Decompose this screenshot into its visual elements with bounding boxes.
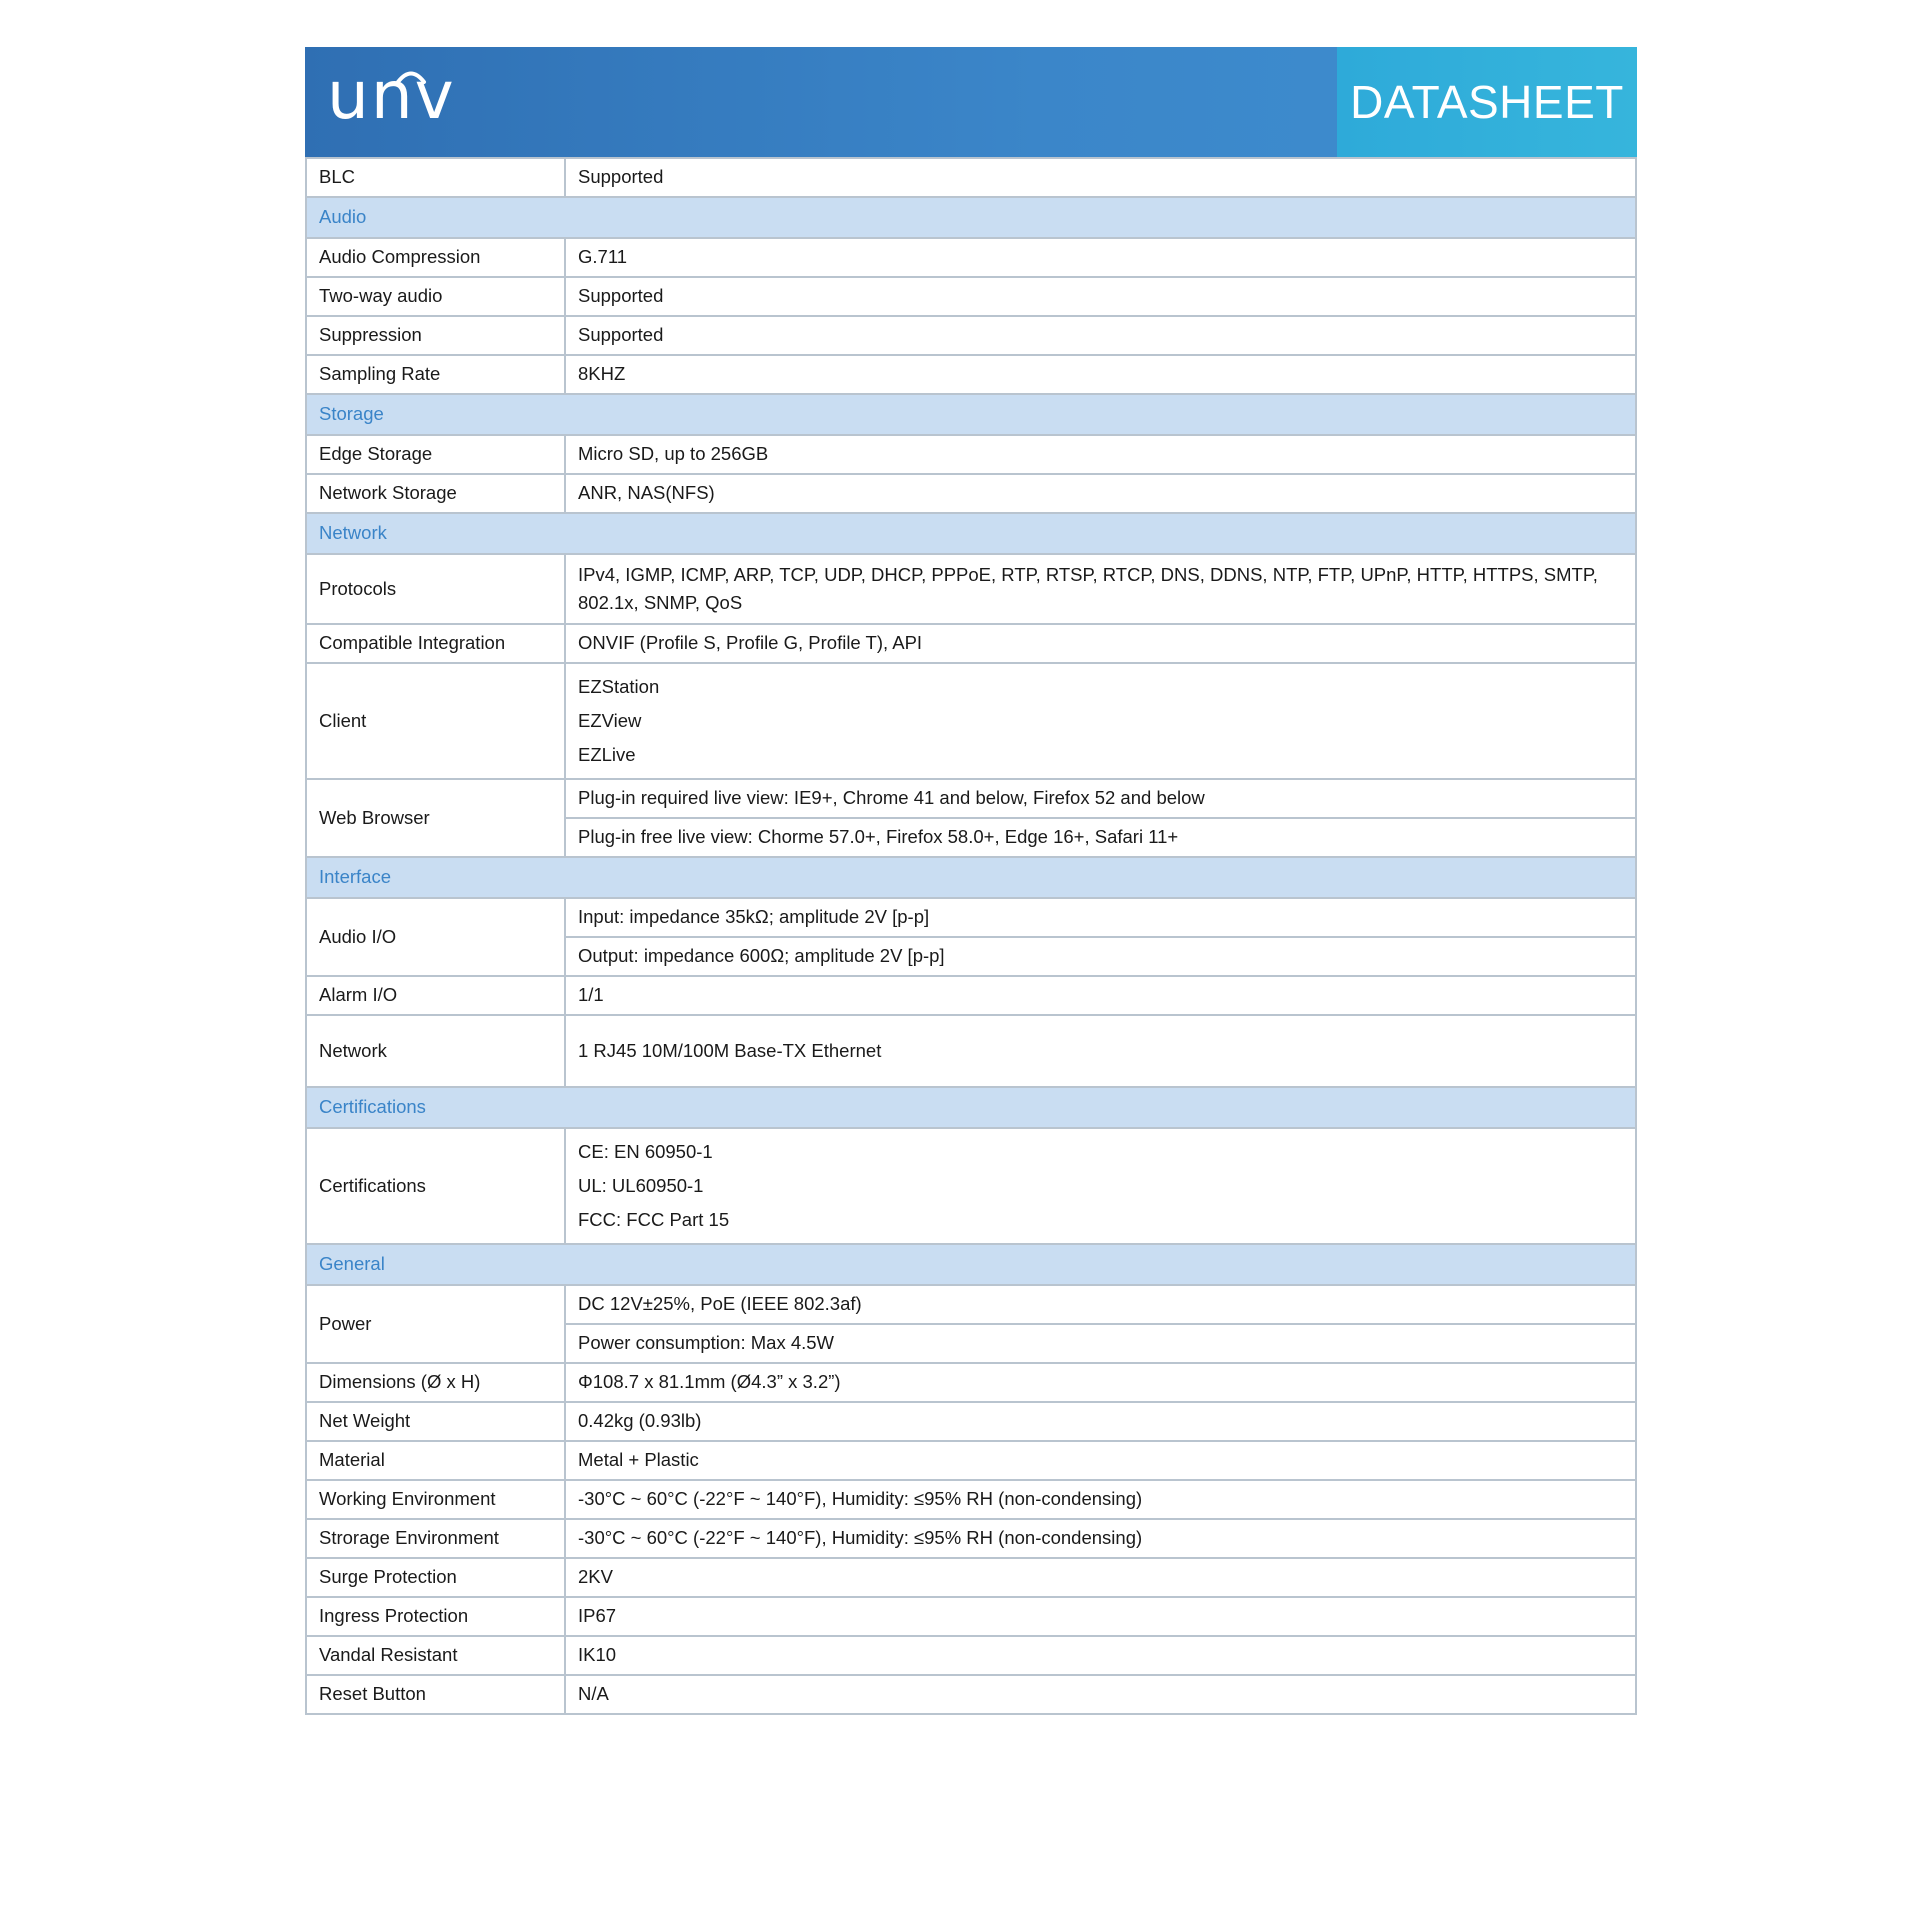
spec-label: Web Browser	[306, 779, 565, 857]
spec-label: Material	[306, 1441, 565, 1480]
spec-value: G.711	[565, 238, 1636, 277]
spec-value-list	[565, 663, 1636, 779]
spec-value: Supported	[565, 158, 1636, 197]
table-row	[306, 316, 1636, 355]
spec-value: Plug-in required live view: IE9+, Chrome 41 and below, Firefox 52 and below	[565, 779, 1636, 818]
spec-label: Ingress Protection	[306, 1597, 565, 1636]
spec-label: Client	[306, 663, 565, 779]
spec-value-line: EZView	[578, 710, 642, 731]
spec-value: N/A	[565, 1675, 1636, 1714]
table-row	[306, 663, 1636, 779]
spec-value: -30°C ~ 60°C (-22°F ~ 140°F), Humidity: ≤95% RH (non-condensing)	[565, 1519, 1636, 1558]
table-row	[306, 1636, 1636, 1675]
table-row	[306, 1558, 1636, 1597]
table-row	[306, 624, 1636, 663]
spec-value-line: CE: EN 60950-1	[578, 1141, 713, 1162]
section-header-network	[306, 513, 1636, 554]
spec-label: Protocols	[306, 554, 565, 624]
spec-value: Metal + Plastic	[565, 1441, 1636, 1480]
spec-label: Compatible Integration	[306, 624, 565, 663]
spec-value-line: UL: UL60950-1	[578, 1175, 704, 1196]
spec-label: Surge Protection	[306, 1558, 565, 1597]
spec-value: Supported	[565, 316, 1636, 355]
spec-label: Certifications	[306, 1128, 565, 1244]
spec-value: ANR, NAS(NFS)	[565, 474, 1636, 513]
table-row	[306, 277, 1636, 316]
table-row	[306, 1441, 1636, 1480]
section-header-audio	[306, 197, 1636, 238]
spec-value: IP67	[565, 1597, 1636, 1636]
brand-logo	[305, 47, 1337, 157]
spec-value: 0.42kg (0.93lb)	[565, 1402, 1636, 1441]
spec-value: Plug-in free live view: Chorme 57.0+, Firefox 58.0+, Edge 16+, Safari 11+	[565, 818, 1636, 857]
spec-label: Alarm I/O	[306, 976, 565, 1015]
section-title: Audio	[306, 197, 1636, 238]
spec-label: Suppression	[306, 316, 565, 355]
spec-label: Net Weight	[306, 1402, 565, 1441]
table-row	[306, 1015, 1636, 1087]
spec-label: Sampling Rate	[306, 355, 565, 394]
spec-value: 8KHZ	[565, 355, 1636, 394]
spec-label: Working Environment	[306, 1480, 565, 1519]
spec-label: Two-way audio	[306, 277, 565, 316]
section-header-interface	[306, 857, 1636, 898]
table-row	[306, 976, 1636, 1015]
spec-value: Supported	[565, 277, 1636, 316]
spec-label: Strorage Environment	[306, 1519, 565, 1558]
spec-value: Output: impedance 600Ω; amplitude 2V [p-p]	[565, 937, 1636, 976]
section-header-storage	[306, 394, 1636, 435]
table-row	[306, 898, 1636, 937]
table-row	[306, 238, 1636, 277]
section-title: Storage	[306, 394, 1636, 435]
table-row	[306, 1597, 1636, 1636]
datasheet-page	[305, 47, 1637, 1715]
spec-value: DC 12V±25%, PoE (IEEE 802.3af)	[565, 1285, 1636, 1324]
section-title: General	[306, 1244, 1636, 1285]
spec-value: IPv4, IGMP, ICMP, ARP, TCP, UDP, DHCP, PPPoE, RTP, RTSP, RTCP, DNS, DDNS, NTP, FTP, UPnP, HTTP, HTTPS, SMTP, 802.1x, SNMP, QoS	[565, 554, 1636, 624]
spec-value-line: FCC: FCC Part 15	[578, 1209, 730, 1230]
spec-value: -30°C ~ 60°C (-22°F ~ 140°F), Humidity: ≤95% RH (non-condensing)	[565, 1480, 1636, 1519]
spec-label: Dimensions (Ø x H)	[306, 1363, 565, 1402]
table-row	[306, 435, 1636, 474]
spec-value-line: EZStation	[578, 676, 660, 697]
spec-value: 2KV	[565, 1558, 1636, 1597]
spec-label: Audio Compression	[306, 238, 565, 277]
spec-label: Vandal Resistant	[306, 1636, 565, 1675]
spec-label: Reset Button	[306, 1675, 565, 1714]
spec-value: Input: impedance 35kΩ; amplitude 2V [p-p]	[565, 898, 1636, 937]
table-row	[306, 1480, 1636, 1519]
datasheet-header	[305, 47, 1637, 157]
spec-label: Power	[306, 1285, 565, 1363]
table-row	[306, 1519, 1636, 1558]
spec-value: 1/1	[565, 976, 1636, 1015]
spec-value: Micro SD, up to 256GB	[565, 435, 1636, 474]
table-row	[306, 554, 1636, 624]
table-row	[306, 1363, 1636, 1402]
spec-label: Edge Storage	[306, 435, 565, 474]
section-title: Network	[306, 513, 1636, 554]
spec-table	[305, 157, 1637, 1715]
spec-value: ONVIF (Profile S, Profile G, Profile T), API	[565, 624, 1636, 663]
spec-value: Φ108.7 x 81.1mm (Ø4.3” x 3.2”)	[565, 1363, 1636, 1402]
table-row	[306, 1675, 1636, 1714]
table-row	[306, 1128, 1636, 1244]
datasheet-title: DATASHEET	[1337, 47, 1637, 157]
spec-label: Network Storage	[306, 474, 565, 513]
table-row	[306, 158, 1636, 197]
section-title: Certifications	[306, 1087, 1636, 1128]
spec-label: BLC	[306, 158, 565, 197]
spec-label: Network	[306, 1015, 565, 1087]
spec-label: Audio I/O	[306, 898, 565, 976]
table-row	[306, 1285, 1636, 1324]
logo-text: unv	[327, 57, 456, 134]
spec-value: Power consumption: Max 4.5W	[565, 1324, 1636, 1363]
section-title: Interface	[306, 857, 1636, 898]
spec-value: 1 RJ45 10M/100M Base-TX Ethernet	[565, 1015, 1636, 1087]
table-row	[306, 779, 1636, 818]
spec-value-list	[565, 1128, 1636, 1244]
spec-value: IK10	[565, 1636, 1636, 1675]
table-row	[306, 1402, 1636, 1441]
table-row	[306, 355, 1636, 394]
section-header-general	[306, 1244, 1636, 1285]
table-row	[306, 474, 1636, 513]
section-header-certifications	[306, 1087, 1636, 1128]
spec-value-line: EZLive	[578, 744, 636, 765]
